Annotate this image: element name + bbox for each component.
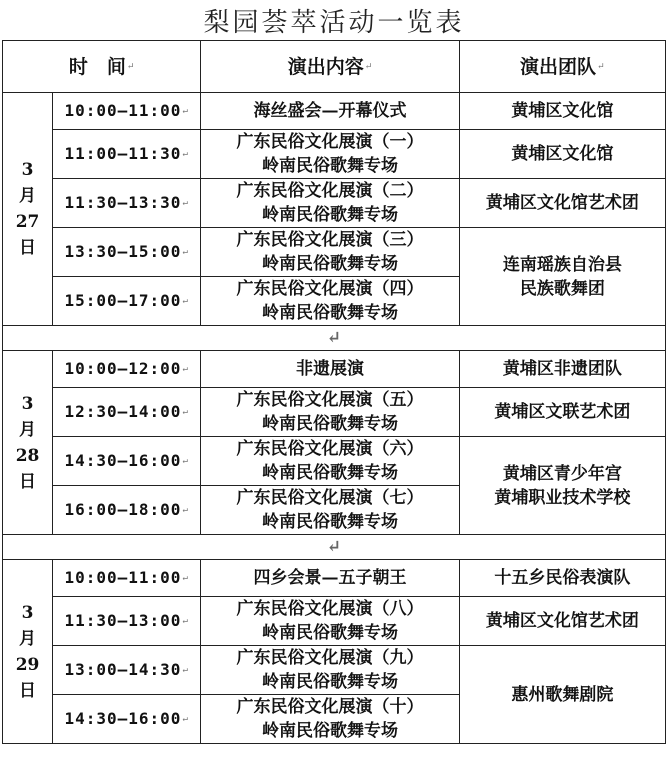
separator-cell: ↵ (3, 326, 666, 351)
date-cell (3, 560, 53, 744)
date-part: 日 (19, 238, 37, 258)
separator-row (3, 326, 666, 351)
team-cell (459, 351, 665, 388)
date-part: 29 (15, 654, 40, 675)
team-line: 黄埔区文联艺术团 (494, 402, 631, 422)
team-cell (459, 93, 665, 130)
time-cell: 13:00—14:30↵ (53, 646, 201, 695)
content-cell (201, 560, 459, 597)
date-part: 月 (19, 628, 37, 649)
table-row (3, 597, 666, 646)
team-cell (459, 179, 665, 228)
team-cell (459, 437, 665, 535)
table-row (3, 437, 666, 486)
date-part: 月 (19, 419, 37, 440)
content-line: 广东民俗文化展演（九） (236, 648, 424, 668)
team-cell (459, 597, 665, 646)
header-content: 演出内容↵ (201, 41, 459, 93)
content-cell (201, 437, 459, 486)
content-cell (201, 646, 459, 695)
table-row (3, 388, 666, 437)
time-cell: 10:00—11:00↵ (53, 560, 201, 597)
date-cell (3, 351, 53, 535)
content-line: 岭南民俗歌舞专场 (261, 205, 398, 225)
content-line: 岭南民俗歌舞专场 (261, 463, 398, 483)
date-part: 日 (19, 680, 37, 701)
content-cell (201, 130, 459, 179)
content-cell (201, 351, 459, 388)
date-part: 月 (19, 186, 37, 206)
date-part: 27 (15, 212, 40, 232)
time-cell: 10:00—12:00↵ (53, 351, 201, 388)
content-cell (201, 179, 459, 228)
content-line: 岭南民俗歌舞专场 (261, 721, 398, 741)
content-cell (201, 93, 459, 130)
content-line: 岭南民俗歌舞专场 (261, 254, 398, 274)
team-cell (459, 388, 665, 437)
team-line: 黄埔区非遗团队 (502, 359, 622, 379)
content-line: 广东民俗文化展演（五） (236, 390, 424, 410)
page-title: 梨园荟萃活动一览表 (203, 8, 465, 38)
team-line: 十五乡民俗表演队 (494, 568, 631, 588)
time-cell: 14:30—16:00↵ (53, 437, 201, 486)
team-line: 连南瑶族自治县 (502, 254, 622, 275)
content-line: 海丝盛会—开幕仪式 (253, 101, 407, 121)
content-cell (201, 388, 459, 437)
content-line: 广东民俗文化展演（四） (236, 279, 424, 299)
content-cell (201, 695, 459, 744)
date-part: 3 (21, 393, 34, 414)
date-part: 28 (15, 445, 40, 466)
team-line: 黄埔区文化馆 (511, 101, 614, 121)
team-line: 民族歌舞团 (519, 278, 605, 299)
content-line: 岭南民俗歌舞专场 (261, 303, 398, 323)
time-cell: 10:00—11:00↵ (53, 93, 201, 130)
content-line: 广东民俗文化展演（一） (236, 132, 424, 152)
time-cell: 11:30—13:30↵ (53, 179, 201, 228)
content-line: 岭南民俗歌舞专场 (261, 156, 398, 176)
team-line: 黄埔区文化馆艺术团 (485, 611, 639, 631)
content-line: 岭南民俗歌舞专场 (261, 623, 398, 643)
content-line: 广东民俗文化展演（七） (236, 488, 424, 508)
content-line: 四乡会景—五子朝王 (253, 568, 407, 588)
content-cell (201, 228, 459, 277)
time-cell: 16:00—18:00↵ (53, 486, 201, 535)
schedule-body (3, 93, 666, 744)
content-line: 广东民俗文化展演（三） (236, 230, 424, 250)
table-row (3, 560, 666, 597)
content-line: 岭南民俗歌舞专场 (261, 512, 398, 532)
schedule-table (2, 40, 666, 744)
team-line: 惠州歌舞剧院 (511, 684, 614, 705)
header-time: 时 间↵ (3, 41, 201, 93)
time-cell: 12:30—14:00↵ (53, 388, 201, 437)
content-cell (201, 486, 459, 535)
team-line: 黄埔区文化馆艺术团 (485, 193, 639, 213)
content-line: 岭南民俗歌舞专场 (261, 414, 398, 434)
content-line: 非遗展演 (295, 359, 364, 379)
time-cell: 11:00—11:30↵ (53, 130, 201, 179)
header-row (3, 41, 666, 93)
separator-row (3, 535, 666, 560)
team-line: 黄埔区青少年宫 (502, 463, 622, 484)
date-part: 3 (21, 160, 34, 180)
team-cell (459, 228, 665, 326)
team-cell (459, 130, 665, 179)
team-cell (459, 646, 665, 744)
separator-cell: ↵ (3, 535, 666, 560)
header-team: 演出团队↵ (459, 41, 665, 93)
table-row (3, 351, 666, 388)
content-cell (201, 277, 459, 326)
date-part: 日 (19, 471, 37, 492)
date-part: 3 (21, 602, 34, 623)
content-line: 广东民俗文化展演（六） (236, 439, 424, 459)
time-cell: 11:30—13:00↵ (53, 597, 201, 646)
time-cell: 14:30—16:00↵ (53, 695, 201, 744)
date-cell (3, 93, 53, 326)
content-line: 岭南民俗歌舞专场 (261, 672, 398, 692)
content-line: 广东民俗文化展演（八） (236, 599, 424, 619)
content-line: 广东民俗文化展演（二） (236, 181, 424, 201)
time-cell: 13:30—15:00↵ (53, 228, 201, 277)
table-row (3, 646, 666, 695)
table-row (3, 179, 666, 228)
table-row (3, 93, 666, 130)
table-row (3, 130, 666, 179)
table-row (3, 228, 666, 277)
time-cell: 15:00—17:00↵ (53, 277, 201, 326)
content-line: 广东民俗文化展演（十） (236, 697, 424, 717)
team-line: 黄埔区文化馆 (511, 144, 614, 164)
content-cell (201, 597, 459, 646)
team-cell (459, 560, 665, 597)
team-line: 黄埔职业技术学校 (494, 487, 631, 508)
